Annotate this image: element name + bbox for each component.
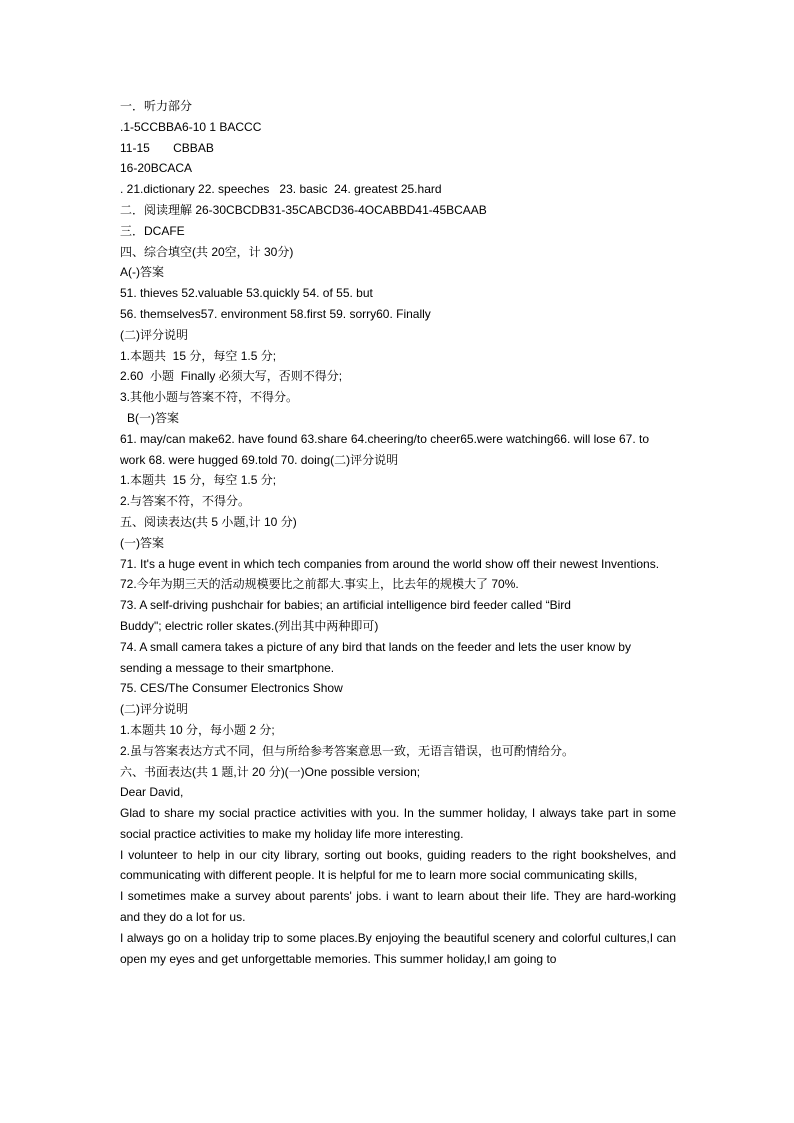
- section-3-heading: 三．DCAFE: [120, 223, 185, 238]
- letter-paragraph: I volunteer to help in our city library, sorting out books, guiding readers to the right bookshelves, and communicating with different people. It is helpful for me to learn more social communicating skills,: [120, 847, 676, 883]
- letter-paragraph: I always go on a holiday trip to some places.By enjoying the beautiful scenery and colorful cultures,I can open my eyes and get unforgettable memories. This summer holiday,I am going to: [120, 930, 676, 966]
- scoring-notes-label: (二)评分说明: [120, 327, 188, 342]
- scoring-note: 2.虽与答案表达方式不同，但与所给参考答案意思一致，无语言错误，也可酌情给分。: [120, 743, 575, 758]
- section-5-heading: 五、阅读表达(共 5 小题,计 10 分): [120, 514, 297, 529]
- section-6-heading: 六、书面表达(共 1 题,计 20 分)(一)One possible version;: [120, 764, 421, 779]
- answer-line-16-20: 16-20BCACA: [120, 161, 193, 176]
- scoring-note: 1.本题共 10 分，每小题 2 分;: [120, 722, 275, 737]
- answer-line-1-10: .1-5CCBBA6-10 1 BACCC: [120, 119, 262, 134]
- answer-line-11-15: 11-15 CBBAB: [120, 140, 214, 155]
- answer-line-51-55: 51. thieves 52.valuable 53.quickly 54. of 55. but: [120, 286, 373, 301]
- scoring-notes-label: (二)评分说明: [120, 702, 188, 717]
- letter-salutation: Dear David,: [120, 785, 184, 800]
- scoring-note: 1.本题共 15 分，每空 1.5 分;: [120, 348, 277, 363]
- scoring-note: 2.与答案不符，不得分。: [120, 494, 251, 509]
- answer-label: (一)答案: [120, 535, 164, 550]
- answer-73-line-1: 73. A self-driving pushchair for babies; an artificial intelligence bird feeder called “Bird: [120, 598, 571, 613]
- part-b-answer-label: B(一)答案: [127, 410, 179, 425]
- letter-paragraph: I sometimes make a survey about parents' jobs. i want to learn about their life. They are hard-working and they do a lot for us.: [120, 889, 676, 925]
- answer-71: 71. It's a huge event in which tech companies from around the world show off their newest Inventions.: [120, 556, 660, 571]
- answer-72: 72.今年为期三天的活动规模要比之前都大.事实上，比去年的规模大了 70%.: [120, 577, 519, 592]
- answer-73-line-2: Buddy"; electric roller skates.(列出其中两种即可): [120, 618, 379, 633]
- letter-paragraph: Glad to share my social practice activities with you. In the summer holiday, I always take part in some social practice activities to make my holiday life more interesting.: [120, 806, 676, 841]
- scoring-note: 1.本题共 15 分，每空 1.5 分;: [120, 473, 277, 488]
- answer-74: 74. A small camera takes a picture of any bird that lands on the feeder and lets the user know by sending a message to their smartphone.: [120, 639, 631, 675]
- answer-line-61-70: 61. may/can make62. have found 63.share 64.cheering/to cheer65.were watching66. will lose 67. to work 68. were hugged 69.told 70. doing(二)评分说明: [120, 431, 649, 467]
- answer-line-21-25: . 21.dictionary 22. speeches 23. basic 24. greatest 25.hard: [120, 182, 442, 197]
- scoring-note: 3.其他小题与答案不符，不得分。: [120, 390, 299, 405]
- scoring-note: 2.60 小题 Finally 必须大写，否则不得分;: [120, 369, 343, 384]
- section-1-heading: 一．听力部分: [120, 99, 193, 113]
- answer-75: 75. CES/The Consumer Electronics Show: [120, 681, 343, 696]
- document-page: [120, 96, 676, 969]
- part-a-answer-label: A(-)答案: [120, 265, 164, 280]
- answer-line-56-60: 56. themselves57. environment 58.first 59. sorry60. Finally: [120, 306, 431, 321]
- section-2-heading: 二．阅读理解 26-30CBCDB31-35CABCD36-4OCABBD41-45BCAAB: [120, 202, 487, 217]
- section-4-heading: 四、综合填空(共 20空，计 30分): [120, 244, 294, 259]
